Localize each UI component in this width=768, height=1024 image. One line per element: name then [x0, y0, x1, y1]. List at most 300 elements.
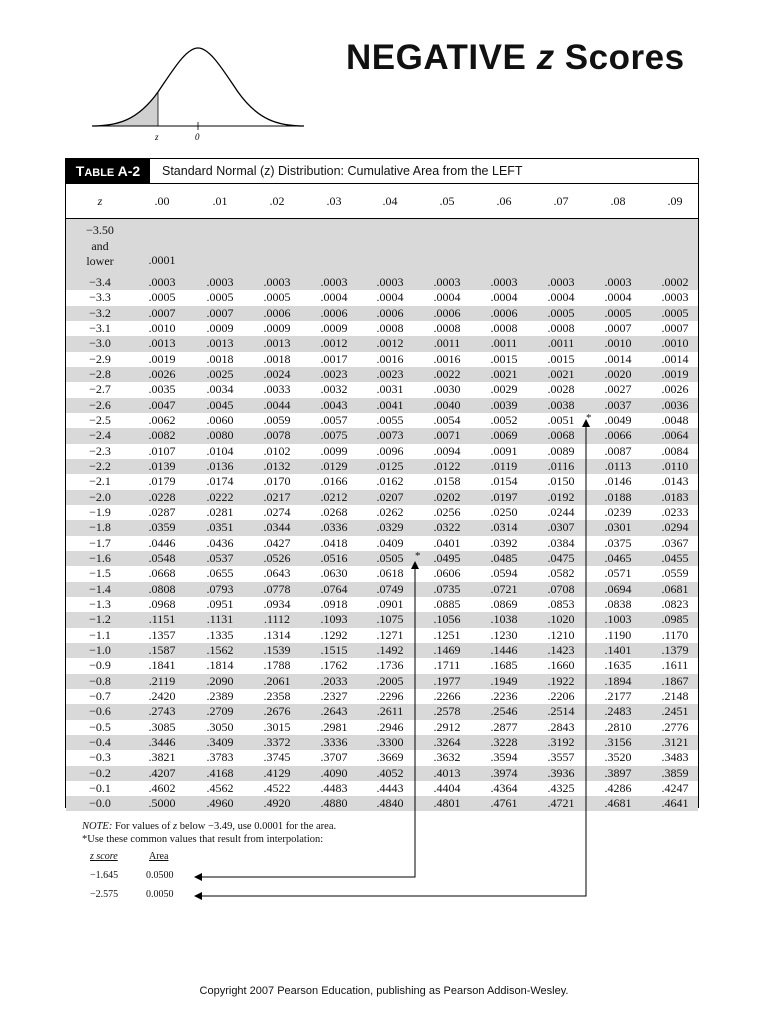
cell-value: .4090 — [320, 765, 348, 780]
cell-value: .0294 — [661, 520, 689, 535]
column-header: .02 — [269, 194, 285, 208]
title-z: z — [536, 38, 555, 77]
cell-value: .0375 — [604, 535, 632, 550]
cell-value: .0217 — [263, 489, 291, 504]
cell-value: .0351 — [206, 520, 234, 535]
cell-value: .0005 — [604, 305, 632, 320]
cell-value: .0073 — [376, 428, 404, 443]
cell-value: .0808 — [148, 581, 176, 596]
cell-value: .3783 — [206, 750, 234, 765]
cell-value: .3632 — [433, 750, 461, 765]
row-z-value: −2.5 — [89, 412, 111, 427]
cell-value: .1210 — [547, 627, 575, 642]
cell-value: .2119 — [148, 673, 176, 688]
cell-value: .0239 — [604, 504, 632, 519]
cell-value: .4602 — [148, 780, 176, 795]
row-z-value: −2.6 — [89, 397, 111, 412]
cell-value: .1711 — [433, 658, 461, 673]
cell-value: .1736 — [376, 658, 404, 673]
cell-value: .0885 — [433, 596, 461, 611]
table-row — [66, 398, 698, 413]
cell-value: .0116 — [547, 458, 575, 473]
cell-value: .2611 — [376, 704, 404, 719]
cell-value: .2148 — [661, 688, 689, 703]
column-header: .01 — [212, 194, 228, 208]
cell-value: .1977 — [433, 673, 461, 688]
cell-value: .0146 — [604, 474, 632, 489]
cell-value: .0008 — [376, 320, 404, 335]
cell-value: .0968 — [148, 596, 176, 611]
cell-value: .0207 — [376, 489, 404, 504]
row-z-value: −1.4 — [89, 581, 111, 596]
interp-z-header: z score — [90, 851, 118, 862]
row-z-value: −0.0 — [89, 796, 111, 811]
cell-value: .0003 — [433, 275, 461, 289]
cell-value: .0087 — [604, 443, 632, 458]
cell-value: .1922 — [547, 673, 575, 688]
cell-value: .3228 — [490, 734, 518, 749]
cell-value: .3015 — [263, 719, 291, 734]
cell-value: .0059 — [263, 412, 291, 427]
cell-value: .4404 — [433, 780, 461, 795]
cell-value: .0044 — [263, 397, 291, 412]
cell-value: .0901 — [376, 596, 404, 611]
title-end: Scores — [564, 38, 685, 77]
cell-value: .0034 — [206, 382, 234, 397]
cell-value: .0004 — [376, 290, 404, 305]
cell-value: .0022 — [433, 366, 461, 381]
z-column-header: z — [97, 194, 103, 208]
row-z-value: −1.3 — [89, 596, 111, 611]
cell-value: .0030 — [433, 382, 461, 397]
cell-value: .0918 — [320, 596, 348, 611]
cell-value: .0537 — [206, 550, 234, 565]
cell-value: .0287 — [148, 504, 176, 519]
cell-value: .0013 — [263, 336, 291, 351]
cell-value: .1562 — [206, 642, 234, 657]
cell-value: .0359 — [148, 520, 176, 535]
table-note — [82, 820, 336, 846]
table-row — [66, 689, 698, 704]
row-z-value: −3.50 and lower — [86, 223, 114, 268]
table-row — [66, 566, 698, 581]
cell-value: .0010 — [148, 320, 176, 335]
cell-value: .0003 — [263, 275, 291, 289]
cell-value: .0594 — [490, 566, 518, 581]
cell-value: .3446 — [148, 734, 176, 749]
cell-value: .2843 — [547, 719, 575, 734]
table-label: TABLE A-2 — [66, 159, 150, 183]
cell-value: .0084 — [661, 443, 689, 458]
column-header: .08 — [610, 194, 626, 208]
cell-value: .1611 — [661, 658, 689, 673]
cell-value: .0064 — [661, 428, 689, 443]
table-row — [66, 674, 698, 689]
cell-value: .2327 — [320, 688, 348, 703]
cell-value: .0009 — [320, 320, 348, 335]
cell-value: .1151 — [148, 612, 176, 627]
cell-value: .0082 — [148, 428, 176, 443]
cell-value: .0823 — [661, 596, 689, 611]
cell-value: .0150 — [547, 474, 575, 489]
cell-value: .0314 — [490, 520, 518, 535]
cell-value: .4681 — [604, 796, 632, 811]
cell-value: .0015 — [547, 351, 575, 366]
cell-value: .2546 — [490, 704, 518, 719]
row-z-value: −0.8 — [89, 673, 111, 688]
cell-value: .0793 — [206, 581, 234, 596]
table-row — [66, 658, 698, 673]
cell-value: .0475 — [547, 550, 575, 565]
table-row — [66, 520, 698, 535]
cell-value: .0003 — [206, 275, 234, 289]
cell-value: .0040 — [433, 397, 461, 412]
cell-value: .3936 — [547, 765, 575, 780]
cell-value: .0446 — [148, 535, 176, 550]
cell-value: .1788 — [263, 658, 291, 673]
table-row — [66, 781, 698, 796]
cell-value: .4013 — [433, 765, 461, 780]
cell-value: .0384 — [547, 535, 575, 550]
cell-value: .1335 — [206, 627, 234, 642]
cell-value: .1492 — [376, 642, 404, 657]
cell-value: .2389 — [206, 688, 234, 703]
cell-value: .0188 — [604, 489, 632, 504]
cell-value: .0838 — [604, 596, 632, 611]
cell-value: .0039 — [490, 397, 518, 412]
cell-value: .0018 — [206, 351, 234, 366]
note-line-2: *Use these common values that result from interpolation: — [82, 834, 324, 845]
cell-value: .0154 — [490, 474, 518, 489]
cell-value: .0013 — [206, 336, 234, 351]
cell-value: .0021 — [490, 366, 518, 381]
cell-value: .0606 — [433, 566, 461, 581]
cell-value: .3821 — [148, 750, 176, 765]
cell-value: .2676 — [263, 704, 291, 719]
cell-value: .2946 — [376, 719, 404, 734]
cell-value: .0008 — [490, 320, 518, 335]
cell-value: .3085 — [148, 719, 176, 734]
cell-value: .1446 — [490, 642, 518, 657]
cell-value: .0078 — [263, 428, 291, 443]
cell-value: .0192 — [547, 489, 575, 504]
cell-value: .0029 — [490, 382, 518, 397]
title-main: NEGATIVE — [346, 38, 527, 77]
cell-value: .1401 — [604, 642, 632, 657]
row-z-value: −2.0 — [89, 489, 111, 504]
cell-value: .0014 — [661, 351, 689, 366]
cell-value: .4483 — [320, 780, 348, 795]
cell-value: .2358 — [263, 688, 291, 703]
cell-value: .3520 — [604, 750, 632, 765]
cell-value: .0011 — [433, 336, 461, 351]
cell-value: .4129 — [263, 765, 291, 780]
cell-value: .3264 — [433, 734, 461, 749]
cell-value: .0485 — [490, 550, 518, 565]
cell-value: .1170 — [661, 627, 689, 642]
normal-curve-figure — [88, 40, 308, 148]
row-z-value: −0.7 — [89, 688, 111, 703]
table-row — [66, 796, 698, 811]
cell-value: .0281 — [206, 504, 234, 519]
cell-value: .0307 — [547, 520, 575, 535]
cell-value: .0011 — [490, 336, 518, 351]
cell-value: .0228 — [148, 489, 176, 504]
cell-value: .0764 — [320, 581, 348, 596]
cell-value: .2483 — [604, 704, 632, 719]
cell-value: .0162 — [376, 474, 404, 489]
note-z: z — [173, 821, 178, 832]
cell-value: .1379 — [661, 642, 689, 657]
cell-value: .0004 — [490, 290, 518, 305]
cell-value: .0032 — [320, 382, 348, 397]
cell-value: .0143 — [661, 474, 689, 489]
row-z-value: −3.3 — [89, 290, 111, 305]
cell-value: .0618 — [376, 566, 404, 581]
cell-value: .0001 — [148, 253, 176, 267]
row-z-value: −2.2 — [89, 458, 111, 473]
cell-value: .0183 — [661, 489, 689, 504]
interp-area-header: Area — [149, 851, 169, 862]
note-line-1 — [82, 820, 336, 833]
cell-value: .2420 — [148, 688, 176, 703]
cell-value: .0526 — [263, 550, 291, 565]
cell-value: .0057 — [320, 412, 348, 427]
cell-value: .4641 — [661, 796, 689, 811]
cell-value: .0004 — [604, 290, 632, 305]
curve-label-zero: 0 — [195, 132, 200, 142]
table-row — [66, 306, 698, 321]
table-row — [66, 444, 698, 459]
cell-value: .0329 — [376, 520, 404, 535]
cell-value: .0023 — [320, 366, 348, 381]
cell-value: .3483 — [661, 750, 689, 765]
cell-value: .0009 — [206, 320, 234, 335]
cell-value: .1539 — [263, 642, 291, 657]
cell-value: .1949 — [490, 673, 518, 688]
cell-value: .0250 — [490, 504, 518, 519]
cell-value: .0104 — [206, 443, 234, 458]
table-row — [66, 750, 698, 765]
cell-value: .0080 — [206, 428, 234, 443]
cell-value: .1093 — [320, 612, 348, 627]
cell-value: .0516 — [320, 550, 348, 565]
note-text-a: For values of — [112, 821, 174, 832]
cell-value: .0934 — [263, 596, 291, 611]
cell-value: .0020 — [604, 366, 632, 381]
table-row — [66, 428, 698, 443]
cell-value: .0055 — [376, 412, 404, 427]
cell-value: .1112 — [263, 612, 291, 627]
cell-value: .0010 — [661, 336, 689, 351]
table-row — [66, 643, 698, 658]
cell-value: .1685 — [490, 658, 518, 673]
cell-value: .4443 — [376, 780, 404, 795]
cell-value: .0005 — [206, 290, 234, 305]
table-row — [66, 367, 698, 382]
cell-value: .0119 — [490, 458, 518, 473]
row-z-value: −1.9 — [89, 504, 111, 519]
cell-value: .2981 — [320, 719, 348, 734]
note-prefix: NOTE: — [82, 821, 113, 832]
cell-value: .2296 — [376, 688, 404, 703]
cell-value: .3336 — [320, 734, 348, 749]
cell-value: .0694 — [604, 581, 632, 596]
cell-value: .1056 — [433, 612, 461, 627]
cell-value: .2177 — [604, 688, 632, 703]
cell-value: .0170 — [263, 474, 291, 489]
cell-value: .4168 — [206, 765, 234, 780]
cell-value: .0091 — [490, 443, 518, 458]
cell-value: .4960 — [206, 796, 234, 811]
row-z-value: −1.6 — [89, 550, 111, 565]
cell-value: .0008 — [547, 320, 575, 335]
cell-value: .0006 — [320, 305, 348, 320]
cell-value: .0003 — [376, 275, 404, 289]
cell-value: .0158 — [433, 474, 461, 489]
cell-value: .0003 — [661, 290, 689, 305]
table-row — [66, 413, 698, 428]
cell-value: .0062 — [148, 412, 176, 427]
interpolation-star: * — [415, 549, 421, 562]
copyright-notice: Copyright 2007 Pearson Education, publishing as Pearson Addison-Wesley. — [199, 985, 569, 997]
cell-value: .0006 — [433, 305, 461, 320]
cell-value: .3372 — [263, 734, 291, 749]
column-header: .00 — [154, 194, 170, 208]
cell-value: .1271 — [376, 627, 404, 642]
row-z-value: −1.8 — [89, 520, 111, 535]
row-z-value: −1.5 — [89, 566, 111, 581]
cell-value: .3300 — [376, 734, 404, 749]
cell-value: .0025 — [206, 366, 234, 381]
cell-value: .0136 — [206, 458, 234, 473]
cell-value: .0089 — [547, 443, 575, 458]
interpolation-star: * — [586, 411, 592, 424]
cell-value: .2643 — [320, 704, 348, 719]
cell-value: .0026 — [148, 366, 176, 381]
row-z-value: −2.4 — [89, 428, 111, 443]
cell-value: .0436 — [206, 535, 234, 550]
cell-value: .3974 — [490, 765, 518, 780]
cell-value: .0455 — [661, 550, 689, 565]
cell-value: .0008 — [433, 320, 461, 335]
cell-value: .0027 — [604, 382, 632, 397]
cell-value: .5000 — [148, 796, 176, 811]
cell-value: .0668 — [148, 566, 176, 581]
cell-value: .0233 — [661, 504, 689, 519]
cell-value: .1660 — [547, 658, 575, 673]
cell-value: .3594 — [490, 750, 518, 765]
table-row — [66, 352, 698, 367]
cell-value: .0721 — [490, 581, 518, 596]
cell-value: .4840 — [376, 796, 404, 811]
cell-value: .0344 — [263, 520, 291, 535]
cell-value: .0004 — [547, 290, 575, 305]
cell-value: .0019 — [148, 351, 176, 366]
cell-value: .0427 — [263, 535, 291, 550]
cell-value: .0069 — [490, 428, 518, 443]
table-row — [66, 490, 698, 505]
table-row — [66, 382, 698, 397]
row-z-value: −2.7 — [89, 382, 111, 397]
table-caption: Standard Normal (z) Distribution: Cumulative Area from the LEFT — [162, 164, 523, 178]
cell-value: .0068 — [547, 428, 575, 443]
cell-value: .0708 — [547, 581, 575, 596]
cell-value: .0778 — [263, 581, 291, 596]
cell-value: .0060 — [206, 412, 234, 427]
cell-value: .0559 — [661, 566, 689, 581]
cell-value: .4364 — [490, 780, 518, 795]
cell-value: .0212 — [320, 489, 348, 504]
cell-value: .0041 — [376, 397, 404, 412]
cell-value: .0005 — [263, 290, 291, 305]
cell-value: .0582 — [547, 566, 575, 581]
cell-value: .4801 — [433, 796, 461, 811]
row-z-value: −2.1 — [89, 474, 111, 489]
column-header-row — [66, 184, 698, 219]
cell-value: .0045 — [206, 397, 234, 412]
cell-value: .0005 — [661, 305, 689, 320]
cell-value: .0026 — [661, 382, 689, 397]
cell-value: .1814 — [206, 658, 234, 673]
row-z-value: −3.1 — [89, 320, 111, 335]
table-row — [66, 582, 698, 597]
cell-value: .0125 — [376, 458, 404, 473]
cell-value: .0301 — [604, 520, 632, 535]
page-title — [346, 38, 685, 78]
cell-value: .0075 — [320, 428, 348, 443]
cell-value: .1020 — [547, 612, 575, 627]
cell-value: .0110 — [661, 458, 689, 473]
cell-value: .2236 — [490, 688, 518, 703]
cell-value: .0495 — [433, 550, 461, 565]
cell-value: .2810 — [604, 719, 632, 734]
cell-value: .1003 — [604, 612, 632, 627]
cell-value: .0052 — [490, 412, 518, 427]
cell-value: .0015 — [490, 351, 518, 366]
cell-value: .3897 — [604, 765, 632, 780]
cell-value: .2578 — [433, 704, 461, 719]
note-text-b: below −3.49, use 0.0001 for the area. — [177, 821, 337, 832]
cell-value: .0274 — [263, 504, 291, 519]
row-z-value: −0.1 — [89, 780, 111, 795]
cell-value: .0102 — [263, 443, 291, 458]
cell-value: .0003 — [490, 275, 518, 289]
row-z-value: −2.3 — [89, 443, 111, 458]
z-table — [65, 158, 699, 811]
cell-value: .0179 — [148, 474, 176, 489]
interp-area-value: 0.0500 — [146, 870, 174, 881]
column-header: .05 — [439, 194, 455, 208]
row-z-value: −1.0 — [89, 642, 111, 657]
cell-value: .1075 — [376, 612, 404, 627]
cell-value: .2090 — [206, 673, 234, 688]
cell-value: .2877 — [490, 719, 518, 734]
cell-value: .4247 — [661, 780, 689, 795]
cell-value: .1190 — [604, 627, 632, 642]
cell-value: .0174 — [206, 474, 234, 489]
column-header: .06 — [496, 194, 512, 208]
table-row — [66, 321, 698, 336]
cell-value: .0007 — [661, 320, 689, 335]
row-z-value: −3.2 — [89, 305, 111, 320]
cell-value: .4920 — [263, 796, 291, 811]
cell-value: .3409 — [206, 734, 234, 749]
cell-value: .0096 — [376, 443, 404, 458]
cell-value: .0006 — [490, 305, 518, 320]
cell-value: .2912 — [433, 719, 461, 734]
cell-value: .0262 — [376, 504, 404, 519]
